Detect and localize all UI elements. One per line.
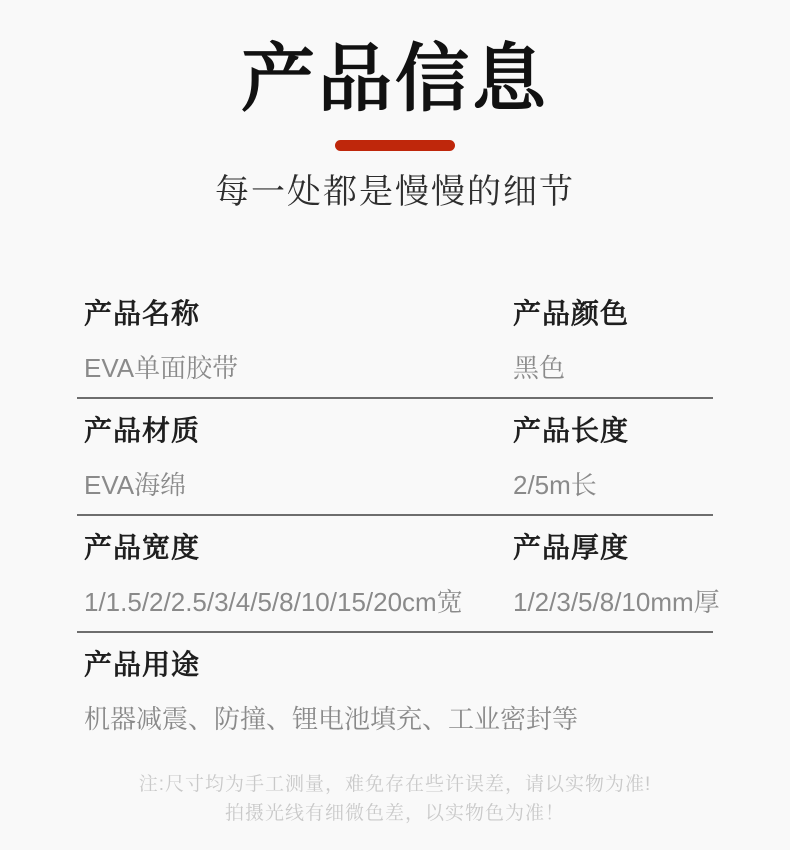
spec-cell-product-color: [506, 297, 713, 385]
footer-note-line1: 注:尺寸均为手工测量，难免存在些许误差，请以实物为准!: [138, 774, 652, 796]
spec-cell-product-usage: [77, 648, 713, 736]
spec-label-product-name: 产品名称: [84, 298, 201, 330]
spec-cell-product-width: [77, 531, 506, 619]
spec-label-product-usage: 产品用途: [84, 649, 201, 681]
page-subtitle: 每一处都是慢慢的细节: [215, 173, 575, 211]
spec-cell-product-thickness: [506, 531, 720, 619]
spec-table: [77, 282, 720, 748]
spec-row-width-thickness: [77, 514, 720, 631]
spec-value-product-length: 2/5m长: [513, 470, 597, 501]
spec-value-product-color: 黑色: [513, 353, 566, 384]
page-title: 产品信息: [241, 37, 549, 120]
spec-row-name-color: [77, 282, 713, 397]
spec-cell-product-length: [506, 414, 713, 502]
spec-row-usage: [77, 631, 713, 748]
spec-label-product-material: 产品材质: [84, 415, 201, 447]
spec-value-product-usage: 机器减震、防撞、锂电池填充、工业密封等: [84, 704, 579, 735]
spec-value-product-name: EVA单面胶带: [84, 353, 239, 384]
header: [0, 0, 790, 212]
spec-row-material-length: [77, 397, 713, 514]
spec-value-product-material: EVA海绵: [84, 470, 187, 501]
spec-label-product-thickness: 产品厚度: [513, 532, 630, 564]
spec-label-product-color: 产品颜色: [513, 298, 630, 330]
spec-cell-product-name: [77, 297, 506, 385]
spec-value-product-thickness: 1/2/3/5/8/10mm厚: [513, 587, 720, 618]
spec-label-product-length: 产品长度: [513, 415, 630, 447]
footer-note: [0, 770, 790, 828]
spec-value-product-width: 1/1.5/2/2.5/3/4/5/8/10/15/20cm宽: [84, 587, 463, 618]
spec-label-product-width: 产品宽度: [84, 532, 201, 564]
spec-cell-product-material: [77, 414, 506, 502]
title-accent-bar: [335, 140, 455, 151]
footer-note-line2: 拍摄光线有细微色差，以实物色为准！: [224, 803, 565, 825]
